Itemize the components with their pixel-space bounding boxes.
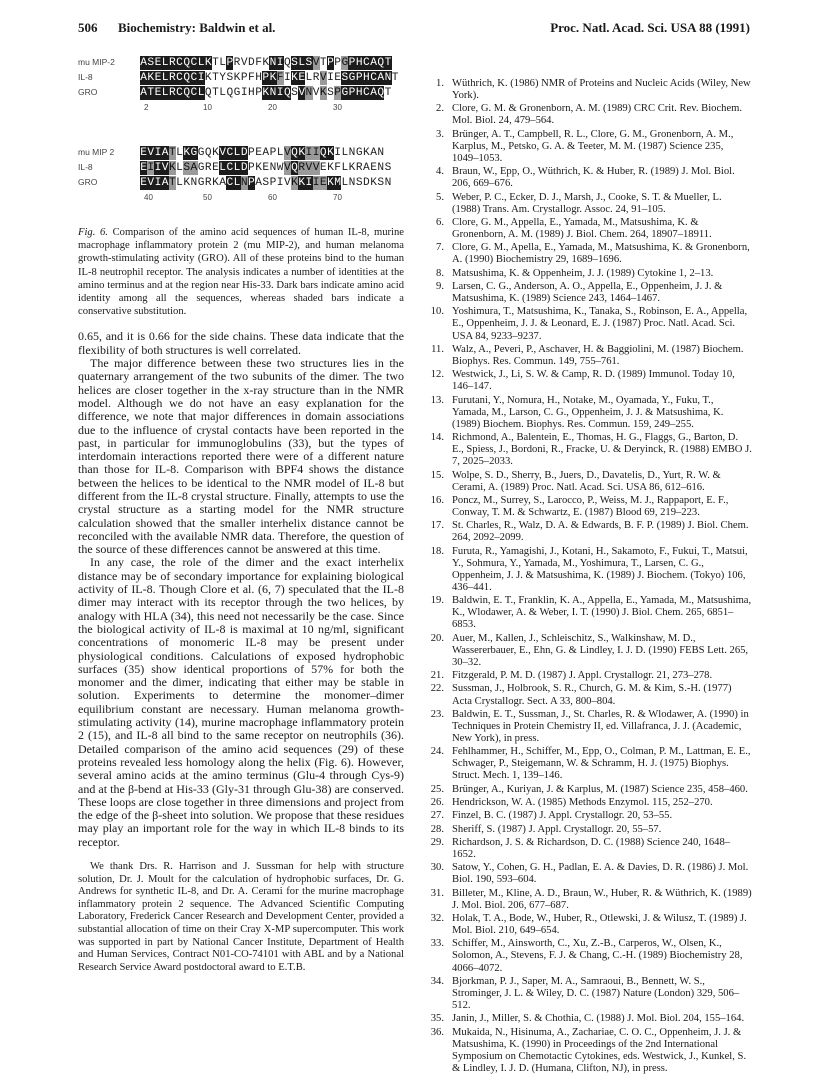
reference-number: 33. bbox=[430, 938, 444, 950]
reference-entry bbox=[422, 837, 752, 861]
reference-text: Holak, T. A., Bode, W., Huber, R., Otlewski, J. & Wilusz, T. (1989) J. Mol. Biol. 210, 649–654. bbox=[452, 913, 747, 937]
reference-number: 21. bbox=[430, 670, 444, 682]
reference-text: Baldwin, E. T., Franklin, K. A., Appella, E., Yamada, M., Matsushima, K., Wlodawer, A. & Weber, I. T. (1990) J. Biol. Chem. 265, 6851–6853. bbox=[452, 595, 752, 631]
reference-number: 8. bbox=[436, 267, 444, 279]
reference-text: Mukaida, N., Hisinuma, A., Zachariae, C. O. C., Oppenheim, J. J. & Matsushima, K. (1990) in Proceedings of the 2nd International Symposium on Chemotactic Cytokines, eds. Westwick, J., Kunkel, S. & Lindley, I. J. D. (Humana, Clifton, NJ), in press. bbox=[452, 1026, 747, 1074]
reference-entry bbox=[422, 520, 752, 544]
alignment-tick-label: 40 bbox=[144, 193, 153, 202]
reference-text: St. Charles, R., Walz, D. A. & Edwards, B. F. P. (1989) J. Biol. Chem. 264, 2092–2099. bbox=[452, 520, 749, 544]
reference-number: 18. bbox=[430, 545, 444, 557]
alignment-ticks-1 bbox=[140, 103, 404, 115]
alignment-tick-label: 50 bbox=[203, 193, 212, 202]
reference-text: Clore, G. M., Appella, E., Yamada, M., Matsushima, K. & Gronenborn, A. M. (1989) J. Biol. Chem. 264, 18907–18911. bbox=[452, 216, 712, 241]
reference-number: 4. bbox=[436, 166, 444, 178]
alignment-row-label: IL-8 bbox=[78, 72, 93, 82]
alignment-row-label: GRO bbox=[78, 177, 98, 187]
alignment-sequence: EIIVKLSAGRELCLDPKENWVQRVVEKFLKRAENS bbox=[140, 162, 392, 174]
reference-text: Furuta, R., Yamagishi, J., Kotani, H., Sakamoto, F., Fukui, T., Matsui, Y., Sohmura, Y., Yamada, M., Yoshimura, T., Larsen, C. G., Oppenheim, J. J. & Matsushima, K. (1989) J. Biochem. (Tokyo) 106, 436–441. bbox=[452, 545, 748, 593]
reference-number: 28. bbox=[430, 823, 444, 835]
reference-text: Richardson, J. S. & Richardson, D. C. (1988) Science 240, 1648–1652. bbox=[452, 836, 731, 860]
reference-number: 5. bbox=[436, 191, 444, 203]
reference-number: 29. bbox=[430, 836, 444, 848]
reference-entry bbox=[422, 281, 752, 305]
reference-entry bbox=[422, 938, 752, 974]
alignment-tick-label: 10 bbox=[203, 103, 212, 112]
reference-text: Fehlhammer, H., Schiffer, M., Epp, O., Colman, P. M., Lattman, E. E., Schwager, P., Steigemann, W. & Schramm, H. J. (1975) Biophys. Struct. Mech. 1, 139–146. bbox=[452, 746, 751, 782]
reference-entry bbox=[422, 595, 752, 631]
alignment-row bbox=[78, 56, 404, 71]
reference-number: 30. bbox=[430, 862, 444, 874]
alignment-sequence: EVIATLKNGRKACLNPASPIVKKIIEKMLNSDKSN bbox=[140, 177, 392, 189]
reference-number: 35. bbox=[430, 1013, 444, 1025]
paragraph-1: 0.65, and it is 0.66 for the side chains. These data indicate that the flexibility of both structures is well correlated. bbox=[78, 329, 404, 357]
reference-entry bbox=[422, 306, 752, 342]
reference-number: 23. bbox=[430, 708, 444, 720]
reference-entry bbox=[422, 709, 752, 745]
reference-entry bbox=[422, 395, 752, 431]
reference-number: 13. bbox=[430, 394, 444, 406]
reference-number: 19. bbox=[430, 595, 444, 607]
alignment-sequence: EVIATLKGGQKVCLDPEAPLVQKIIQKILNGKAN bbox=[140, 147, 385, 159]
reference-entry bbox=[422, 470, 752, 494]
reference-text: Sussman, J., Holbrook, S. R., Church, G. M. & Kim, S.-H. (1977) Acta Crystallogr. Sect. A 33, 800–804. bbox=[452, 683, 732, 707]
alignment-sequence: AKELRCQCIKTYSKPFHPKFIKELRVIESGPHCANT bbox=[140, 72, 399, 84]
reference-entry bbox=[422, 166, 752, 190]
reference-number: 25. bbox=[430, 783, 444, 795]
reference-number: 7. bbox=[436, 242, 444, 254]
alignment-row-label: mu MIP-2 bbox=[78, 57, 115, 67]
reference-entry bbox=[422, 683, 752, 707]
reference-entry bbox=[422, 103, 752, 127]
acknowledgments: We thank Drs. R. Harrison and J. Sussman for help with structure solution, Dr. J. Moult for the calculation of hydrophobic surfaces, Dr. G. Andrews for synthetic IL-8, and Dr. A. Cerami for the murine macrophage inflammatory protein 2 sequence. The Advanced Scientific Computing Laboratory, Frederick Cancer Research and Development Center, provided a substantial allocation of time on their Cray X-MP supercomputer. This work was supported in part by National Cancer Institute, Department of Health and Human Services, Contract N01-CO-74101 with ABL and by a National Research Service Award postdoctoral award to E.T.B. bbox=[78, 861, 404, 973]
reference-number: 22. bbox=[430, 683, 444, 695]
reference-text: Braun, W., Epp, O., Wüthrich, K. & Huber, R. (1989) J. Mol. Biol. 206, 669–676. bbox=[452, 166, 735, 190]
reference-text: Finzel, B. C. (1987) J. Appl. Crystallogr. 20, 53–55. bbox=[452, 810, 673, 822]
alignment-row bbox=[78, 71, 404, 86]
reference-entry bbox=[422, 1027, 752, 1075]
reference-number: 24. bbox=[430, 746, 444, 758]
reference-text: Billeter, M., Kline, A. D., Braun, W., Huber, R. & Wüthrich, K. (1989) J. Mol. Biol. 206, 677–687. bbox=[452, 887, 752, 911]
reference-entry bbox=[422, 242, 752, 266]
reference-entry bbox=[422, 913, 752, 937]
references-list bbox=[422, 78, 752, 1076]
reference-text: Westwick, J., Li, S. W. & Camp, R. D. (1989) Immunol. Today 10, 146–147. bbox=[452, 369, 735, 393]
reference-number: 10. bbox=[430, 306, 444, 318]
alignment-block-1 bbox=[78, 56, 404, 101]
alignment-block-2 bbox=[78, 146, 404, 191]
reference-entry bbox=[422, 784, 752, 796]
reference-number: 6. bbox=[436, 216, 444, 228]
figure-label: Fig. 6. bbox=[78, 227, 108, 238]
alignment-row-label: GRO bbox=[78, 87, 98, 97]
reference-text: Wüthrich, K. (1986) NMR of Proteins and Nucleic Acids (Wiley, New York). bbox=[452, 78, 751, 102]
alignment-row bbox=[78, 176, 404, 191]
alignment-tick-label: 70 bbox=[333, 193, 342, 202]
alignment-tick-label: 60 bbox=[268, 193, 277, 202]
reference-entry bbox=[422, 192, 752, 216]
reference-number: 17. bbox=[430, 520, 444, 532]
reference-entry bbox=[422, 633, 752, 669]
reference-text: Bjorkman, P. J., Saper, M. A., Samraoui, B., Bennett, W. S., Strominger, J. L. & Wiley, D. C. (1987) Nature (London) 329, 506–512. bbox=[452, 975, 740, 1012]
left-column bbox=[78, 46, 404, 974]
alignment-sequence: ATELRCQCLQTLQGIHPKNIQSVNVKSPGPHCAQT bbox=[140, 87, 392, 99]
reference-text: Clore, G. M. & Gronenborn, A. M. (1989) CRC Crit. Rev. Biochem. Mol. Biol. 24, 479–564. bbox=[452, 103, 743, 127]
reference-entry bbox=[422, 432, 752, 468]
reference-entry bbox=[422, 546, 752, 594]
reference-entry bbox=[422, 797, 752, 809]
alignment-tick-label: 30 bbox=[333, 103, 342, 112]
reference-number: 15. bbox=[430, 469, 444, 481]
reference-number: 16. bbox=[430, 494, 444, 506]
reference-text: Schiffer, M., Ainsworth, C., Xu, Z.-B., Carperos, W., Olsen, K., Solomon, A., Stevens, F. J. & Chang, C.-H. (1989) Biochemistry 28, 4066–4072. bbox=[452, 938, 743, 974]
reference-text: Auer, M., Kallen, J., Schleischitz, S., Walkinshaw, M. D., Wassererbauer, E., Ehn, G. & Lindley, I. J. D. (1990) FEBS Lett. 265, 30–32. bbox=[452, 632, 749, 668]
reference-entry bbox=[422, 670, 752, 682]
reference-entry bbox=[422, 217, 752, 241]
reference-text: Richmond, A., Balentein, E., Thomas, H. G., Flaggs, G., Barton, D. E., Spiess, J., Bordoni, R., Fracke, U. & Deryinck, R. (1988) EMBO J. 7, 2025–2033. bbox=[452, 432, 752, 468]
reference-text: Hendrickson, W. A. (1985) Methods Enzymol. 115, 252–270. bbox=[452, 797, 713, 809]
reference-text: Brünger, A. T., Campbell, R. L., Clore, G. M., Gronenborn, A. M., Karplus, M., Petsko, G. A. & Teeter, M. M. (1987) Science 235, 1049–1053. bbox=[452, 128, 734, 164]
reference-text: Brünger, A., Kuriyan, J. & Karplus, M. (1987) Science 235, 458–460. bbox=[452, 783, 748, 795]
reference-text: Poncz, M., Surrey, S., Larocco, P., Weiss, M. J., Rappaport, E. F., Conway, T. M. & Schwartz, E. (1987) Blood 69, 219–223. bbox=[452, 494, 729, 518]
paragraph-3: In any case, the role of the dimer and the exact interhelix distance may be of secondary importance for explaining biological activity of IL-8. Though Clore et al. (6, 7) speculated that the IL-8 dimer may interact with its receptor through the two helices, by analogy with HLA (34), this need not necessarily be the case. Since the biological activity of IL-8 is maximal at 10 ng/ml, significant concentrations of monomeric IL-8 may be present under physiological conditions. Calculations of exposed hydrophobic surfaces (35) show identical proportions of 57% for both the monomer and the dimer, indicating that either may be stable in solution. Experiments to determine the monomer–dimer equilibrium constant are necessary. Human melanoma growth-stimulating activity (14), murine macrophage inflammatory protein 2 (15), and IL-8 all bind to the same receptor on neutrophils (36). Detailed comparison of the amino acid sequences (29) of these proteins revealed less homology along the helix (Fig. 6). However, several amino acids at the amino terminus (Glu-4 through Cys-9) and at the β-bend at His-33 (Gly-31 through Glu-38) are conserved. These loops are close together in three dimensions and project from the edge of the β-sheet into solution. We propose that these residues may play an important role for the way in which IL-8 binds to its receptor. bbox=[78, 555, 404, 849]
alignment-row bbox=[78, 161, 404, 176]
reference-number: 36. bbox=[430, 1026, 444, 1038]
reference-text: Furutani, Y., Nomura, H., Notake, M., Oyamada, Y., Fuku, T., Yamada, M., Larson, C. G., Oppenheim, J. J. & Matsushima, K. (1989) Biochem. Biophys. Res. Commun. 159, 249–255. bbox=[452, 394, 724, 430]
reference-number: 27. bbox=[430, 810, 444, 822]
reference-entry bbox=[422, 888, 752, 912]
reference-number: 14. bbox=[430, 432, 444, 444]
reference-entry bbox=[422, 78, 752, 102]
reference-text: Fitzgerald, P. M. D. (1987) J. Appl. Crystallogr. 21, 273–278. bbox=[452, 670, 713, 682]
page-number: 506 bbox=[78, 20, 98, 35]
reference-text: Weber, P. C., Ecker, D. J., Marsh, J., Cooke, S. T. & Mueller, L. (1988) Trans. Am. Crystallogr. Assoc. 24, 91–105. bbox=[452, 191, 722, 215]
reference-entry bbox=[422, 862, 752, 886]
reference-text: Janin, J., Miller, S. & Chothia, C. (1988) J. Mol. Biol. 204, 155–164. bbox=[452, 1013, 745, 1025]
reference-text: Yoshimura, T., Matsushima, K., Tanaka, S., Robinson, E. A., Appella, E., Oppenheim, J. J. & Leonard, E. J. (1987) Proc. Natl. Acad. Sci. USA 84, 9233–9237. bbox=[452, 306, 748, 342]
reference-entry bbox=[422, 268, 752, 280]
reference-text: Sheriff, S. (1987) J. Appl. Crystallogr. 20, 55–57. bbox=[452, 823, 662, 835]
journal-section: Biochemistry: Baldwin et al. bbox=[118, 20, 276, 35]
reference-number: 9. bbox=[436, 281, 444, 292]
reference-number: 32. bbox=[430, 913, 444, 924]
reference-entry bbox=[422, 1013, 752, 1025]
reference-entry bbox=[422, 746, 752, 782]
journal-reference: Proc. Natl. Acad. Sci. USA 88 (1991) bbox=[550, 20, 750, 35]
reference-text: Larsen, C. G., Anderson, A. O., Appella, E., Oppenheim, J. J. & Matsushima, K. (1989) Science 243, 1464–1467. bbox=[452, 281, 723, 305]
alignment-sequence: ASELRCQCLKTLPRVDFKNIQSLSVTPPGPHCAQT bbox=[140, 57, 392, 69]
reference-text: Baldwin, E. T., Sussman, J., St. Charles, R. & Wlodawer, A. (1990) in Techniques in Protein Chemistry II, ed. Villafranca, J. J. (Academic, New York), in press. bbox=[452, 708, 749, 744]
reference-text: Walz, A., Peveri, P., Aschaver, H. & Baggiolini, M. (1987) Biochem. Biophys. Res. Commun. 149, 755–761. bbox=[452, 343, 744, 367]
reference-entry bbox=[422, 824, 752, 836]
figure-caption-text: Comparison of the amino acid sequences of human IL-8, murine macrophage inflammatory protein 2 (mu MIP-2), and human melanoma growth-stimulating activity (GRO). All of these proteins bind to the human IL-8 neutrophil receptor. The analysis indicates a number of identities at the amino terminus and at the region near His-33. Dark bars indicate amino acid identity among all the sequences, whereas shaded bars indicate a conservative substitution. bbox=[78, 227, 404, 318]
alignment-row-label: mu MIP 2 bbox=[78, 147, 115, 157]
alignment-tick-label: 20 bbox=[268, 103, 277, 112]
reference-text: Clore, G. M., Apella, E., Yamada, M., Matsushima, K. & Gronenborn, A. (1990) Biochemistry 29, 1689–1696. bbox=[452, 242, 750, 266]
reference-entry bbox=[422, 344, 752, 368]
reference-text: Satow, Y., Cohen, G. H., Padlan, E. A. & Davies, D. R. (1986) J. Mol. Biol. 190, 593–604. bbox=[452, 862, 749, 886]
reference-number: 12. bbox=[430, 369, 444, 381]
alignment-row-label: IL-8 bbox=[78, 162, 93, 172]
reference-entry bbox=[422, 495, 752, 519]
figure-6-alignment bbox=[78, 46, 404, 278]
body-text bbox=[78, 330, 404, 849]
reference-number: 20. bbox=[430, 632, 444, 644]
reference-entry bbox=[422, 129, 752, 165]
alignment-tick-label: 2 bbox=[144, 103, 149, 112]
reference-text: Matsushima, K. & Oppenheim, J. J. (1989) Cytokine 1, 2–13. bbox=[452, 267, 714, 279]
reference-text: Wolpe, S. D., Sherry, B., Juers, D., Davatelis, D., Yurt, R. W. & Cerami, A. (1989) Proc. Natl. Acad. Sci. USA 86, 612–616. bbox=[452, 469, 721, 493]
reference-number: 11. bbox=[431, 343, 444, 355]
running-header bbox=[78, 20, 750, 38]
reference-entry bbox=[422, 976, 752, 1012]
reference-number: 31. bbox=[430, 887, 444, 899]
reference-number: 2. bbox=[436, 103, 444, 115]
reference-number: 26. bbox=[430, 797, 444, 809]
alignment-ticks-2 bbox=[140, 193, 404, 205]
reference-entry bbox=[422, 369, 752, 393]
reference-number: 34. bbox=[430, 975, 444, 987]
reference-number: 1. bbox=[436, 78, 444, 89]
paragraph-2: The major difference between these two structures lies in the quaternary arrangement of the two subunits of the dimer. The two helices are closer together in the x-ray structure than in the NMR model. Although we do not have an easy explanation for the difference, we note that major differences in domain associations due to the influence of crystal contacts have been reported in the past, in particular for immunoglobulins (33), but the types of interdomain interactions reported there were of a different nature than those for IL-8. Comparison with BPF4 shows the distance between the helices to be identical to the NMR model of IL-8 but different from the IL-8 crystal structure. Finally, attempts to use the crystal structure as a starting model for the NMR structure calculation showed that the smaller interhelix distance cannot be reconciled with the available NMR data. Therefore, the question of the source of these differences cannot be answered at this time. bbox=[78, 356, 404, 557]
alignment-row bbox=[78, 86, 404, 101]
reference-number: 3. bbox=[436, 128, 444, 140]
reference-entry bbox=[422, 810, 752, 822]
alignment-row bbox=[78, 146, 404, 161]
